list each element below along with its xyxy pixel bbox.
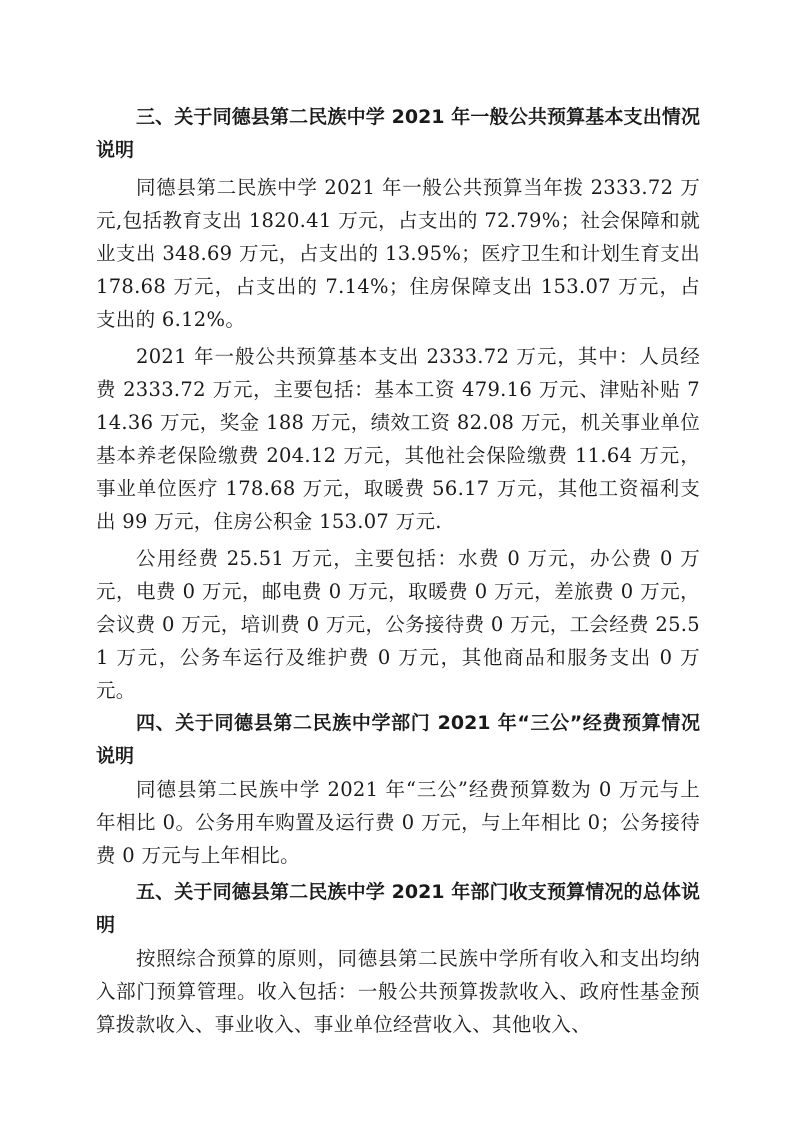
paragraph-basic-expenditure: 2021 年一般公共预算基本支出 2333.72 万元，其中：人员经费 2333.72 万元，主要包括：基本工资 479.16 万元、津贴补贴 714.36 万元，奖金 188 万元，绩效工资 82.08 万元，机关事业单位基本养老保险缴费 204.12 万元，其他社会保险缴费 11.64 万元，事业单位医疗 178.68 万元，取暖费 56.17 万元，其他工资福利支出 99 万元，住房公积金 153.07 万元. <box>96 345 700 533</box>
paragraph-public-funds: 公用经费 25.51 万元，主要包括：水费 0 万元，办公费 0 万元，电费 0 万元，邮电费 0 万元，取暖费 0 万元，差旅费 0 万元，会议费 0 万元，培训费 0 万元，公务接待费 0 万元，工会经费 25.51 万元，公务车运行及维护费 0 万元，其他商品和服务支出 0 万元。 <box>96 547 700 702</box>
section-heading-3: 三、关于同德县第二民族中学 2021 年一般公共预算基本支出情况说明 <box>96 106 700 161</box>
document-page <box>96 101 700 1041</box>
paragraph-three-public: 同德县第二民族中学 2021 年“三公”经费预算数为 0 万元与上年相比 0。公务用车购置及运行费 0 万元，与上年相比 0；公务接待费 0 万元与上年相比。 <box>96 778 700 867</box>
section-heading-4: 四、关于同德县第二民族中学部门 2021 年“三公”经费预算情况说明 <box>96 712 700 767</box>
paragraph-general-budget: 同德县第二民族中学 2021 年一般公共预算当年拨 2333.72 万元,包括教育支出 1820.41 万元，占支出的 72.79%；社会保障和就业支出 348.69 万元，占支出的 13.95%；医疗卫生和计划生育支出 178.68 万元，占支出的 7.14%；住房保障支出 153.07 万元，占支出的 6.12%。 <box>96 176 700 331</box>
paragraph-overall-budget: 按照综合预算的原则，同德县第二民族中学所有收入和支出均纳入部门预算管理。收入包括：一般公共预算拨款收入、政府性基金预算拨款收入、事业收入、事业单位经营收入、其他收入、 <box>96 947 700 1036</box>
section-heading-5: 五、关于同德县第二民族中学 2021 年部门收支预算情况的总体说明 <box>96 881 700 936</box>
